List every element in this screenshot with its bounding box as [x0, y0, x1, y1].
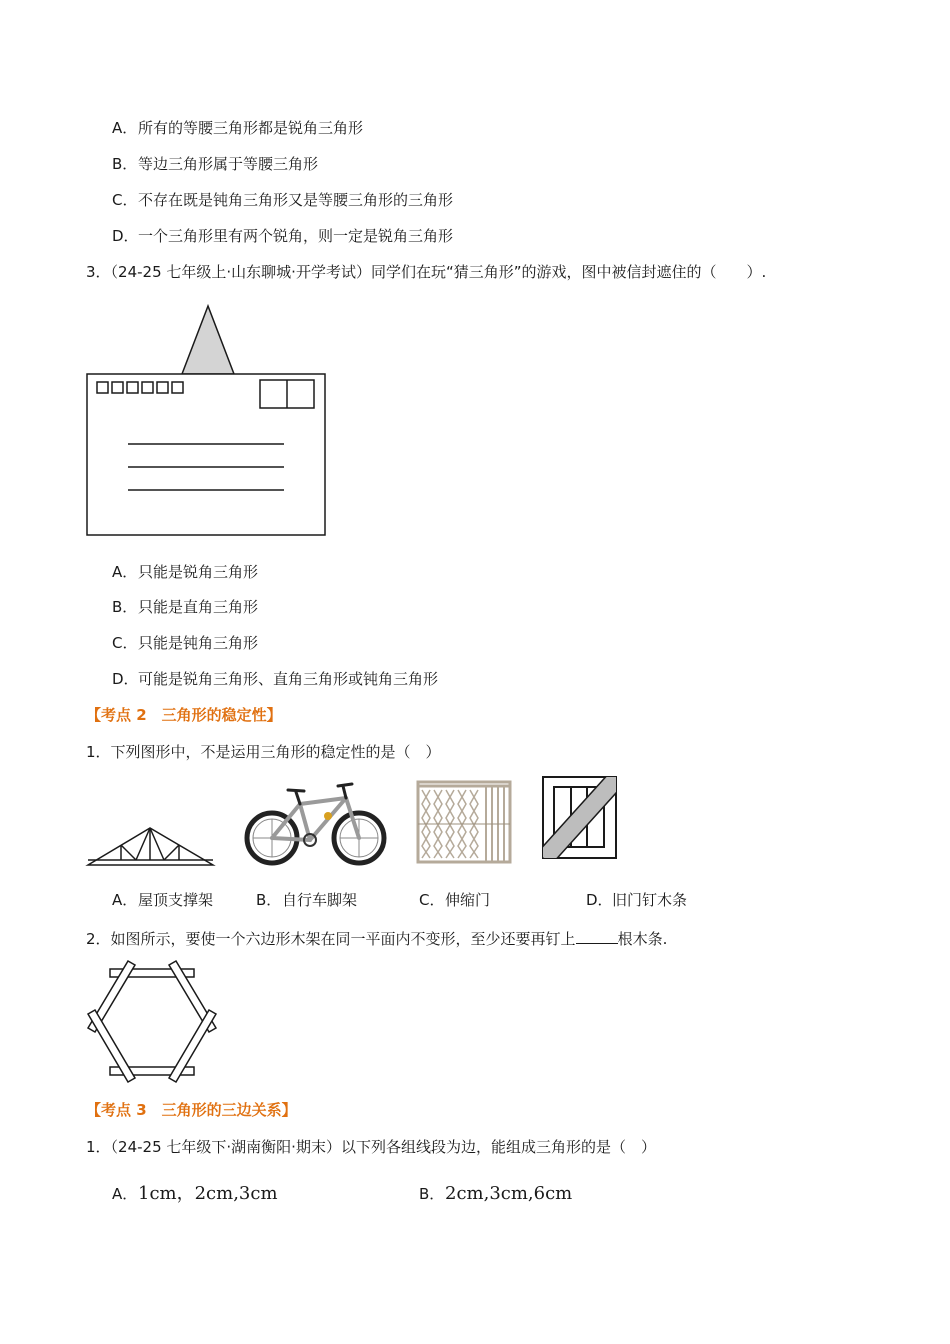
option-letter: D． — [112, 670, 139, 688]
s2q1-option-b[interactable] — [256, 890, 357, 910]
s2q1-option-d[interactable] — [586, 890, 687, 910]
option-letter: A． — [112, 563, 138, 581]
option-text: 只能是直角三角形 — [138, 598, 259, 616]
option-letter: C． — [419, 891, 445, 909]
q3-option-d[interactable] — [112, 669, 438, 689]
s2q1-option-a[interactable] — [112, 890, 213, 910]
option-text: 等边三角形属于等腰三角形 — [138, 155, 319, 173]
option-letter: C． — [112, 634, 138, 652]
q3-option-a[interactable] — [112, 562, 258, 582]
q3-option-b[interactable] — [112, 597, 258, 617]
old-door-figure — [541, 775, 619, 861]
s2q1-option-c[interactable] — [419, 890, 490, 910]
question-text: 下列图形中，不是运用三角形的稳定性的是（ ） — [110, 743, 441, 761]
option-text: 只能是锐角三角形 — [138, 563, 259, 581]
q2-option-a[interactable] — [112, 118, 363, 138]
s2q2-stem — [86, 927, 667, 949]
sliding-gate-figure — [416, 780, 512, 864]
option-text: 只能是钝角三角形 — [138, 634, 259, 652]
section-title-stability: 【考点 2 三角形的稳定性】 — [86, 706, 282, 724]
hidden-triangle-tip — [182, 306, 234, 374]
hexagon-frame-figure — [82, 958, 222, 1088]
option-text: 屋顶支撑架 — [138, 891, 214, 909]
option-text: 旧门钉木条 — [612, 891, 688, 909]
option-letter: B． — [112, 598, 138, 616]
option-letter: B． — [256, 891, 282, 909]
option-text: 所有的等腰三角形都是锐角三角形 — [138, 119, 364, 137]
option-text: 1cm，2cm,3cm — [138, 1183, 278, 1204]
question-number: 3． — [86, 263, 111, 281]
s3q1-option-b[interactable] — [419, 1184, 572, 1204]
frame-decal — [324, 812, 332, 820]
option-letter: A． — [112, 891, 138, 909]
roof-truss-figure — [86, 825, 216, 869]
s3q1-option-a[interactable] — [112, 1184, 278, 1204]
q2-option-d[interactable] — [112, 226, 453, 246]
option-text: 不存在既是钝角三角形又是等腰三角形的三角形 — [138, 191, 454, 209]
option-text: 可能是锐角三角形、直角三角形或钝角三角形 — [138, 670, 439, 688]
section-title-side-relation: 【考点 3 三角形的三边关系】 — [86, 1101, 297, 1119]
q2-option-c[interactable] — [112, 190, 453, 210]
question-number: 2． — [86, 930, 111, 948]
answer-blank[interactable] — [576, 927, 618, 944]
option-letter: D． — [112, 227, 139, 245]
question-number: 1． — [86, 1138, 111, 1156]
q3-stem — [86, 262, 766, 282]
q2-option-b[interactable] — [112, 154, 318, 174]
option-text: 一个三角形里有两个锐角，则一定是锐角三角形 — [138, 227, 454, 245]
bicycle-figure — [244, 780, 388, 870]
option-letter: B． — [419, 1185, 445, 1203]
option-letter: C． — [112, 191, 138, 209]
envelope-body — [87, 374, 325, 535]
question-text: （24-25 七年级下·湖南衡阳·期末）以下列各组线段为边，能组成三角形的是（ ） — [110, 1138, 656, 1156]
option-letter: B． — [112, 155, 138, 173]
envelope-figure — [86, 300, 328, 540]
s3q1-stem — [86, 1137, 656, 1157]
question-text-before: 如图所示，要使一个六边形木架在同一平面内不变形，至少还要再钉上 — [110, 930, 576, 948]
question-text-after: 根木条. — [617, 930, 668, 948]
option-letter: A． — [112, 1185, 138, 1203]
s2q1-stem — [86, 742, 441, 762]
option-text: 自行车脚架 — [282, 891, 358, 909]
diagonal-wood-strip — [537, 771, 625, 865]
option-letter: A． — [112, 119, 138, 137]
q3-option-c[interactable] — [112, 633, 258, 653]
option-text: 2cm,3cm,6cm — [445, 1183, 573, 1204]
question-number: 1． — [86, 743, 111, 761]
option-letter: D． — [586, 891, 613, 909]
option-text: 伸缩门 — [445, 891, 491, 909]
question-text: （24-25 七年级上·山东聊城·开学考试）同学们在玩“猜三角形”的游戏，图中被信封遮住的（ ）. — [110, 263, 767, 281]
